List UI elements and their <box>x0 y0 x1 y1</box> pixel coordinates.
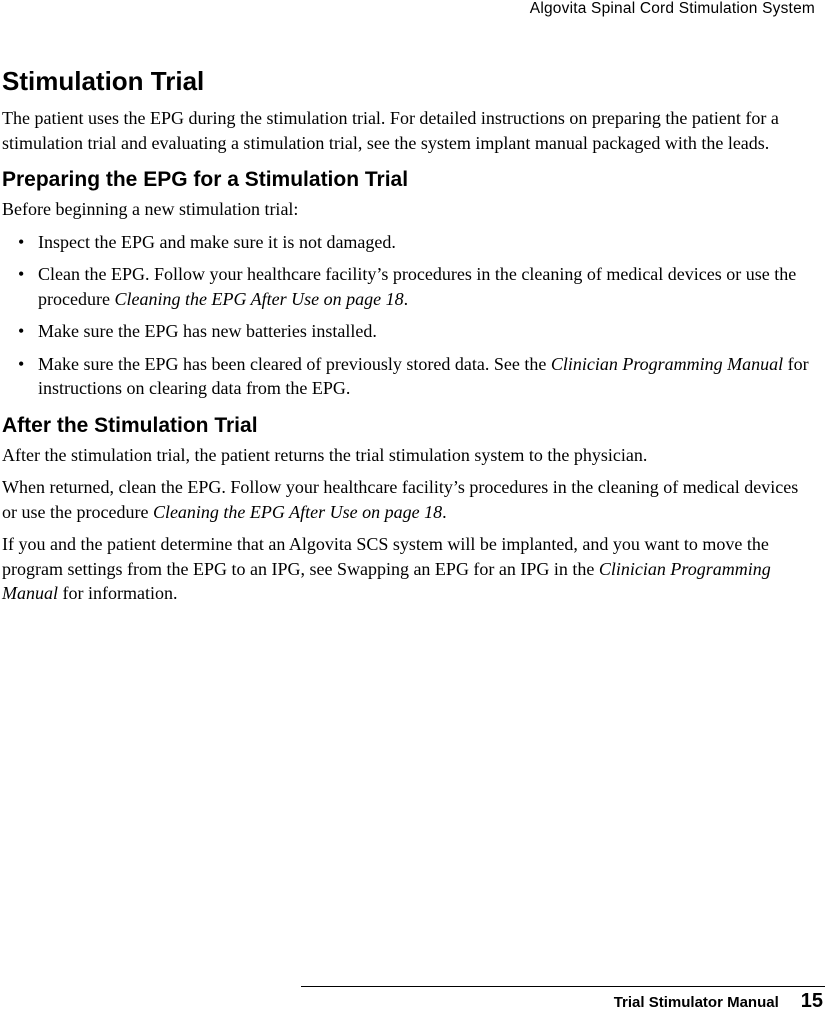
preparing-heading: Preparing the EPG for a Stimulation Trial <box>2 168 409 191</box>
list-item <box>2 352 817 401</box>
page-content <box>2 62 817 614</box>
list-item <box>2 262 817 311</box>
footer-divider <box>301 986 825 987</box>
page-number: 15 <box>800 990 823 1012</box>
bullet-icon: • <box>18 353 25 374</box>
list-item-text: Make sure the EPG has new batteries installed. <box>38 321 377 341</box>
paragraph-text-end: for information. <box>58 583 178 603</box>
list-item <box>2 319 817 344</box>
after-paragraph-1: After the stimulation trial, the patient returns the trial stimulation system to the physician. <box>2 444 648 465</box>
manual-reference: Clinician Programming Manual <box>2 558 771 603</box>
list-item-text: Inspect the EPG and make sure it is not damaged. <box>38 231 396 252</box>
paragraph-text: If you and the patient determine that an Algovita SCS system will be implanted, and you want to move the program settings from the EPG to an IPG, see Swapping an EPG for an IPG in the <box>2 534 769 579</box>
footer-manual-title: Trial Stimulator Manual <box>613 994 779 1011</box>
preparation-checklist <box>2 230 817 401</box>
intro-paragraph: The patient uses the EPG during the stimulation trial. For detailed instructions on preparing the patient for a stimulation trial and evaluating a stimulation trial, see the system implant manual packaged with the leads. <box>2 108 779 153</box>
paragraph-text: When returned, clean the EPG. Follow your healthcare facility’s procedures in the cleaning of medical devices or use the procedure <box>2 477 799 522</box>
list-item-text: Make sure the EPG has been cleared of previously stored data. See the <box>38 353 551 374</box>
cross-reference-link[interactable]: Cleaning the EPG After Use on page 18 <box>152 501 443 522</box>
running-header: Algovita Spinal Cord Stimulation System <box>529 0 815 17</box>
after-paragraph-2 <box>2 475 817 524</box>
bullet-icon: • <box>18 264 25 284</box>
paragraph-text-end: . <box>442 501 447 522</box>
after-heading: After the Stimulation Trial <box>2 413 258 437</box>
manual-reference: Clinician Programming Manual <box>550 353 784 374</box>
bullet-icon: • <box>18 321 25 341</box>
cross-reference-link[interactable]: Cleaning the EPG After Use on page 18 <box>114 288 404 309</box>
list-item-text: Clean the EPG. Follow your healthcare facility’s procedures in the cleaning of medical devices or use the procedure <box>38 264 797 309</box>
list-item-text-end: . <box>403 288 409 309</box>
page-footer <box>614 990 823 1013</box>
section-title: Stimulation Trial <box>2 66 205 96</box>
bullet-icon: • <box>18 231 25 252</box>
list-item <box>2 230 817 255</box>
after-paragraph-3 <box>2 532 817 606</box>
list-item-text-end: for instructions on clearing data from the EPG. <box>38 353 809 398</box>
preparing-lead: Before beginning a new stimulation trial: <box>2 199 299 219</box>
